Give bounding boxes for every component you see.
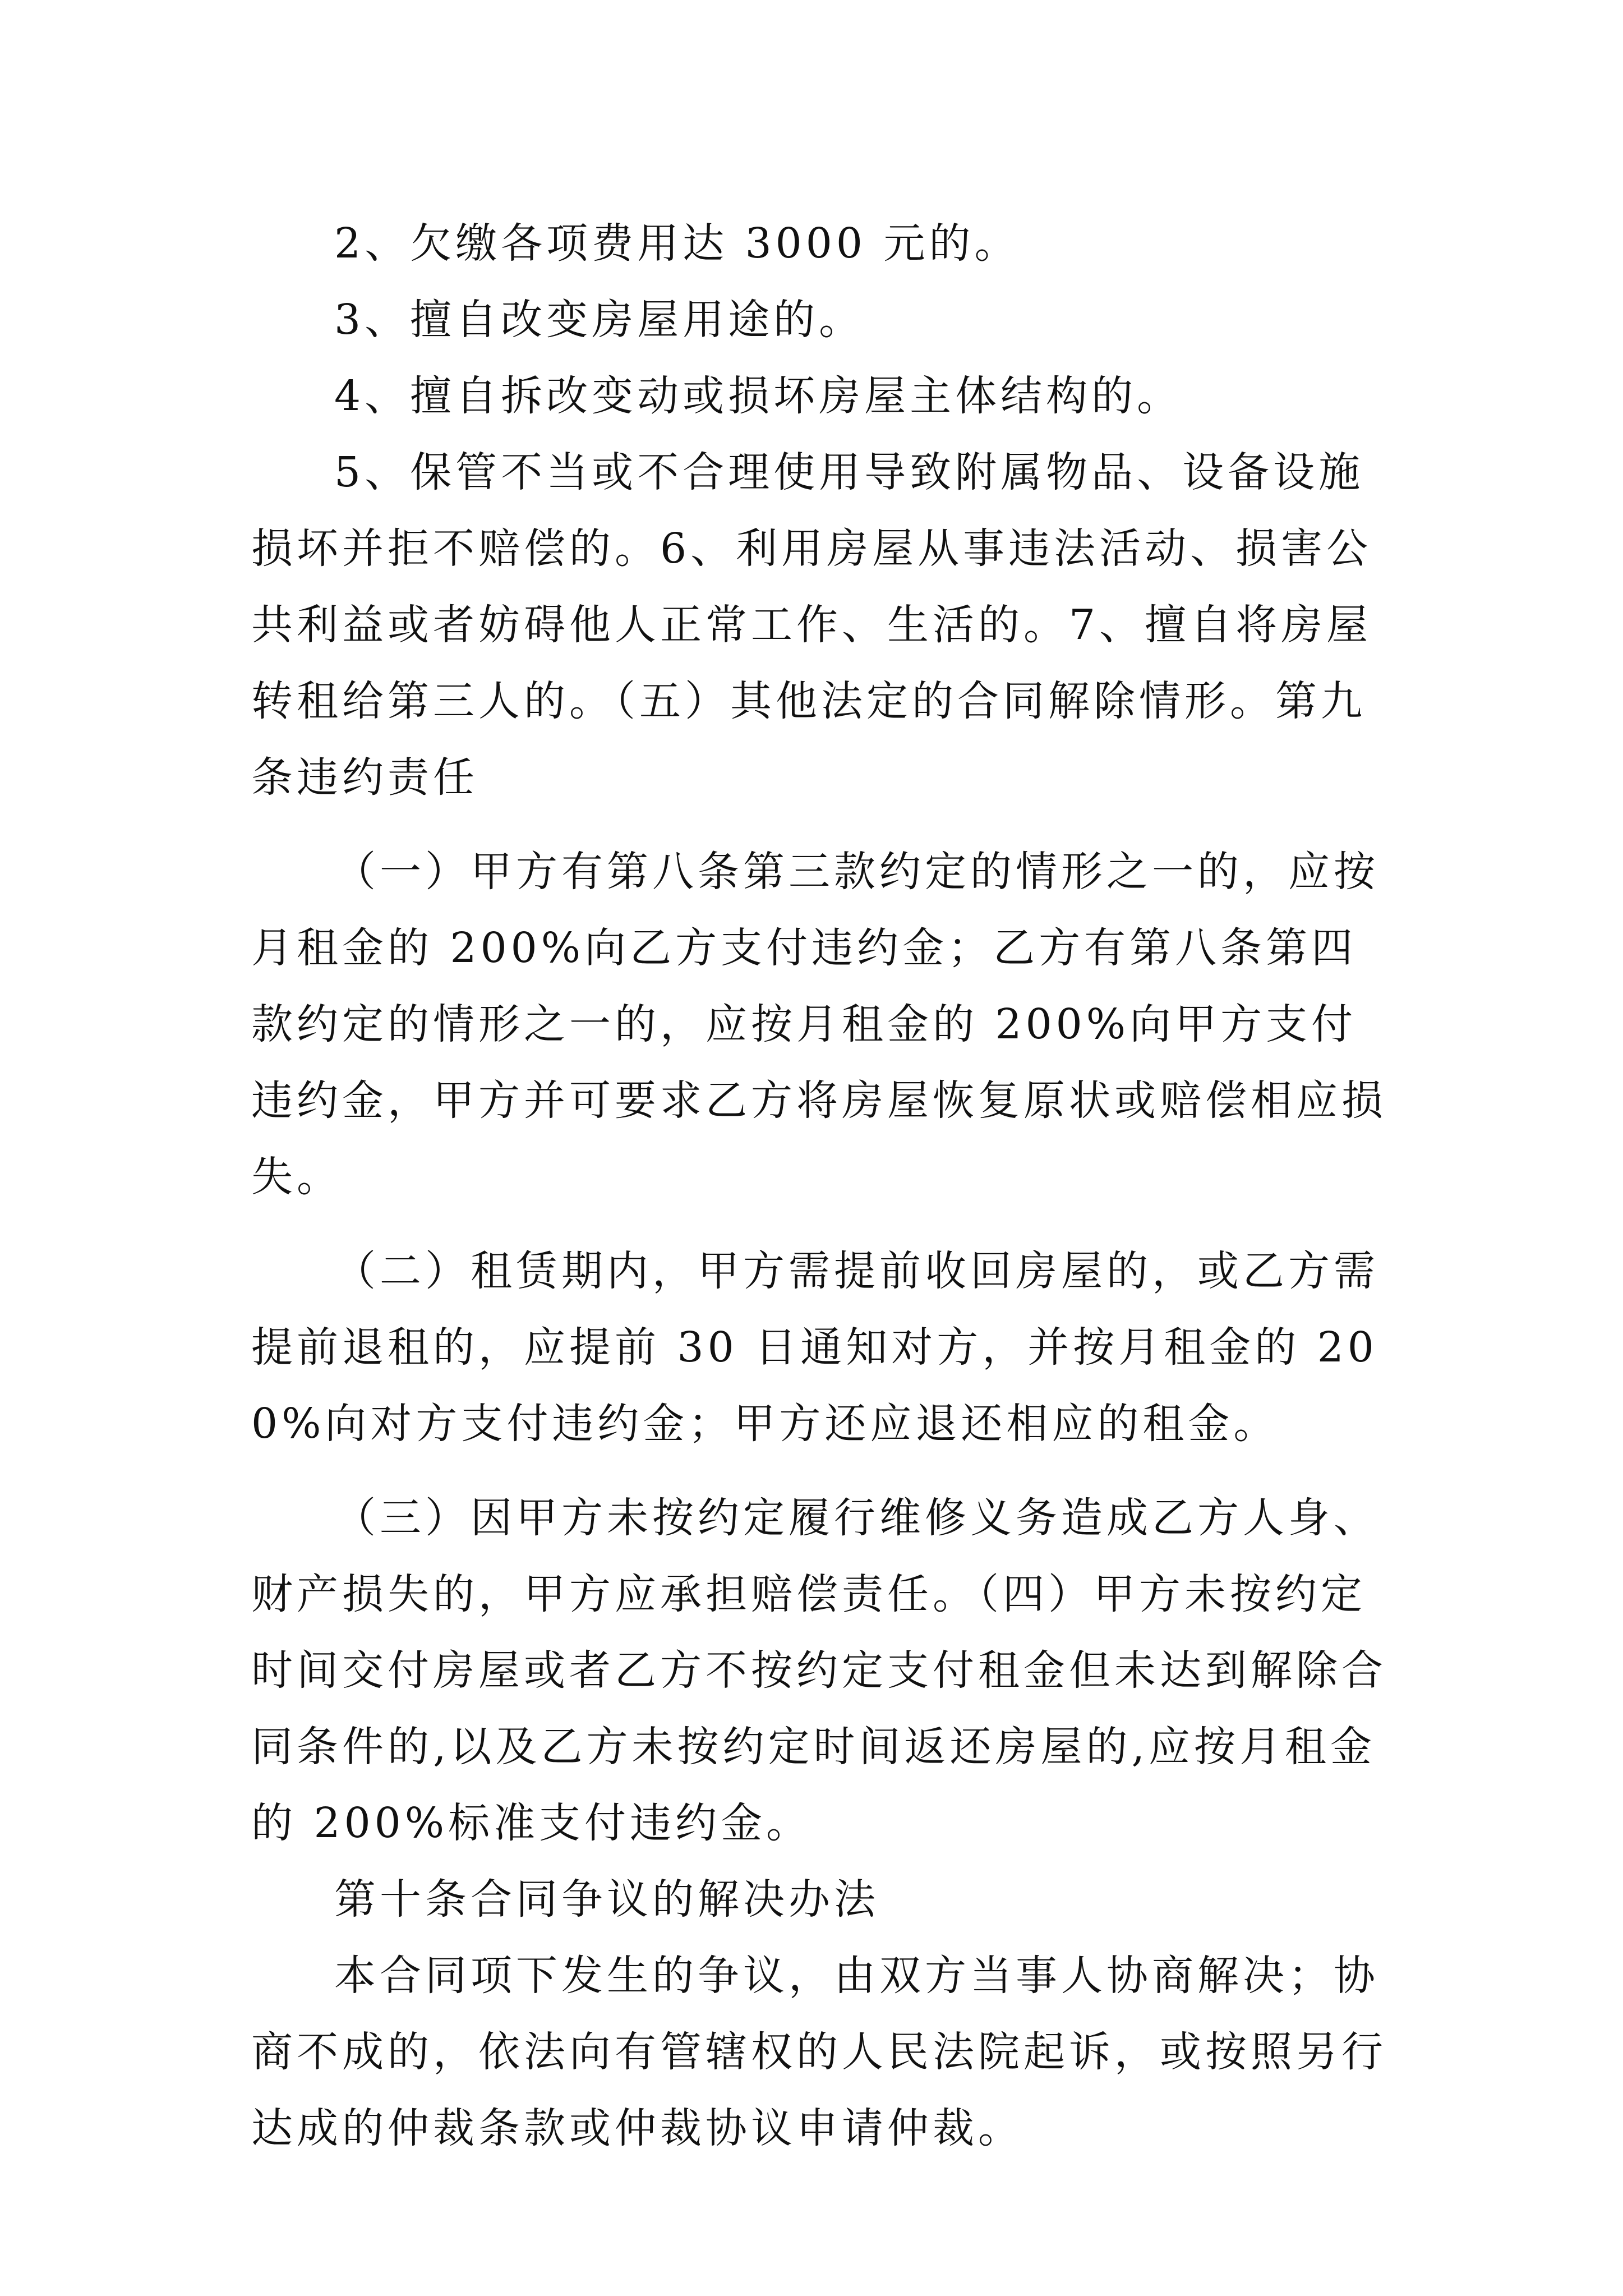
paragraph-breach-1: （一）甲方有第八条第三款约定的情形之一的，应按月租金的 200%向乙方支付违约金；乙方有第八条第四款约定的情形之一的，应按月租金的 200%向甲方支付违约金，甲方并可要求乙方将房屋恢复原状或赔偿相应损失。 xyxy=(251,848,1387,1201)
paragraph-breach-3-4: （三）因甲方未按约定履行维修义务造成乙方人身、财产损失的，甲方应承担赔偿责任。（四）甲方未按约定时间交付房屋或者乙方不按约定支付租金但未达到解除合同条件的,以及乙方未按约定时间返还房屋的,应按月租金的 200%标准支付违约金。 xyxy=(251,1494,1387,1847)
paragraph-item-5-to-article-9: 5、保管不当或不合理使用导致附属物品、设备设施损坏并拒不赔偿的。6、利用房屋从事违法活动、损害公共利益或者妨碍他人正常工作、生活的。7、擅自将房屋转租给第三人的。（五）其他法定的合同解除情形。第九条违约责任 xyxy=(251,448,1372,802)
paragraph-breach-2: （二）租赁期内，甲方需提前收回房屋的，或乙方需提前退租的，应提前 30 日通知对方，并按月租金的 200%向对方支付违约金；甲方还应退还相应的租金。 xyxy=(251,1247,1379,1448)
paragraph-dispute-resolution: 本合同项下发生的争议，由双方当事人协商解决；协商不成的，依法向有管辖权的人民法院起诉，或按照另行达成的仲裁条款或仲裁协议申请仲裁。 xyxy=(251,1952,1387,2152)
paragraph-item-4: 4、擅自拆改变动或损坏房屋主体结构的。 xyxy=(334,372,1183,420)
paragraph-item-3: 3、擅自改变房屋用途的。 xyxy=(334,296,865,344)
paragraph-item-2: 2、欠缴各项费用达 3000 元的。 xyxy=(334,219,1020,268)
article-10-heading: 第十条合同争议的解决办法 xyxy=(334,1875,879,1924)
document-body xyxy=(251,205,1389,2166)
